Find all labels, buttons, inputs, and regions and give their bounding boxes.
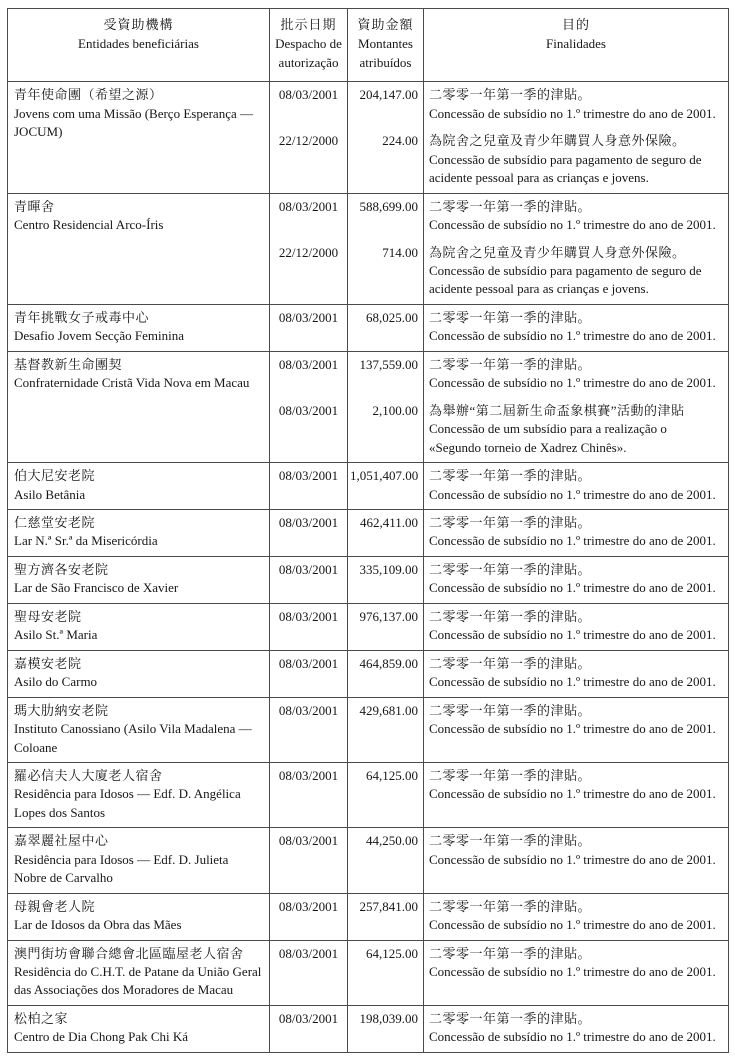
entity-name-pt: Asilo St.ª Maria	[14, 627, 98, 643]
entity-name-zh: 羅必信夫人大廈老人宿舍	[14, 767, 163, 783]
entity-name-zh: 青暉舍	[14, 198, 55, 214]
purpose-pt: Concessão de subsídio no 1.º trimestre do ano de 2001.	[429, 964, 716, 980]
authorization-date: 08/03/2001	[270, 940, 348, 1005]
amount-attributed: 44,250.00	[348, 828, 424, 893]
header-amount	[348, 9, 424, 82]
purpose-pt: Concessão de subsídio no 1.º trimestre do ano de 2001.	[429, 375, 716, 391]
purpose-pt: Concessão de subsídio para pagamento de seguro de acidente pessoal para as crianças e jovens.	[429, 151, 702, 186]
header-date-zh: 批示日期	[280, 17, 337, 32]
authorization-date: 08/03/2001	[270, 828, 348, 893]
entity-name-zh: 嘉翠麗社屋中心	[14, 833, 109, 849]
entity-name-pt: Residência do C.H.T. de Patane da União Geral das Associações dos Moradores de Macau	[14, 964, 262, 998]
purpose-zh: 二零零一年第一季的津貼。	[429, 945, 592, 961]
authorization-date: 08/03/2001	[270, 509, 348, 556]
purpose-cell	[424, 828, 729, 893]
authorization-date: 08/03/2001	[270, 463, 348, 510]
entity-cell	[8, 304, 270, 351]
authorization-date: 08/03/2001	[270, 893, 348, 940]
purpose-zh: 二零零一年第一季的津貼。	[429, 833, 592, 849]
authorization-date: 08/03/2001	[270, 650, 348, 697]
header-date	[270, 9, 348, 82]
header-purpose-pt: Finalidades	[546, 36, 606, 52]
entity-name-zh: 伯大尼安老院	[14, 468, 96, 484]
amount-attributed: 224.00	[348, 128, 424, 193]
table-row	[8, 193, 729, 239]
purpose-cell	[424, 762, 729, 827]
entity-cell	[8, 940, 270, 1005]
purpose-pt: Concessão de subsídio no 1.º trimestre do ano de 2001.	[429, 580, 716, 596]
amount-attributed: 1,051,407.00	[348, 463, 424, 510]
table-row	[8, 828, 729, 893]
table-row	[8, 351, 729, 397]
authorization-date: 08/03/2001	[270, 82, 348, 128]
header-purpose-zh: 目的	[561, 17, 590, 32]
purpose-pt: Concessão de subsídio no 1.º trimestre do ano de 2001.	[429, 851, 716, 867]
entity-cell	[8, 82, 270, 193]
entity-name-zh: 聖方濟各安老院	[14, 561, 109, 577]
purpose-zh: 二零零一年第一季的津貼。	[429, 702, 592, 718]
entity-cell	[8, 828, 270, 893]
header-row	[8, 9, 729, 82]
entity-name-zh: 瑪大肋納安老院	[14, 702, 109, 718]
purpose-zh: 二零零一年第一季的津貼。	[429, 608, 592, 624]
table-row	[8, 603, 729, 650]
table-row	[8, 82, 729, 128]
header-entity-zh: 受資助機構	[103, 17, 174, 32]
purpose-pt: Concessão de subsídio no 1.º trimestre do ano de 2001.	[429, 627, 716, 643]
purpose-pt: Concessão de subsídio no 1.º trimestre do ano de 2001.	[429, 486, 716, 502]
entity-cell	[8, 603, 270, 650]
amount-attributed: 204,147.00	[348, 82, 424, 128]
entity-cell	[8, 509, 270, 556]
entity-name-zh: 嘉模安老院	[14, 655, 82, 671]
entity-name-pt: Residência para Idosos — Edf. D. Julieta Nobre de Carvalho	[14, 851, 229, 886]
authorization-date: 08/03/2001	[270, 398, 348, 463]
entity-cell	[8, 650, 270, 697]
purpose-zh: 二零零一年第一季的津貼。	[429, 309, 592, 325]
entity-cell	[8, 463, 270, 510]
table-row	[8, 893, 729, 940]
header-entity-pt: Entidades beneficiárias	[78, 36, 199, 52]
table-row	[8, 1005, 729, 1052]
entity-name-pt: Jovens com uma Missão (Berço Esperança — JOCUM)	[14, 105, 253, 140]
entity-cell	[8, 193, 270, 304]
purpose-cell	[424, 556, 729, 603]
authorization-date: 08/03/2001	[270, 304, 348, 351]
purpose-pt: Concessão de subsídio no 1.º trimestre do ano de 2001.	[429, 533, 716, 549]
table-row	[8, 940, 729, 1005]
entity-name-zh: 基督教新生命團契	[14, 356, 123, 372]
entity-name-zh: 母親會老人院	[14, 898, 96, 914]
table-body	[8, 82, 729, 1052]
table-row	[8, 304, 729, 351]
purpose-zh: 為舉辦“第二屆新生命盃象棋賽”活動的津貼	[429, 402, 685, 418]
amount-attributed: 588,699.00	[348, 193, 424, 239]
purpose-zh: 二零零一年第一季的津貼。	[429, 356, 592, 372]
entity-cell	[8, 893, 270, 940]
amount-attributed: 64,125.00	[348, 940, 424, 1005]
entity-name-pt: Lar N.ª Sr.ª da Misericórdia	[14, 533, 158, 549]
purpose-zh: 二零零一年第一季的津貼。	[429, 514, 592, 530]
purpose-cell	[424, 509, 729, 556]
purpose-cell	[424, 193, 729, 239]
entity-cell	[8, 697, 270, 762]
entity-name-pt: Instituto Canossiano (Asilo Vila Madalena — Coloane	[14, 721, 252, 755]
purpose-zh: 二零零一年第一季的津貼。	[429, 468, 592, 484]
amount-attributed: 64,125.00	[348, 762, 424, 827]
entity-name-pt: Asilo do Carmo	[14, 674, 98, 690]
subsidy-table	[7, 8, 729, 1053]
entity-name-zh: 聖母安老院	[14, 608, 82, 624]
purpose-pt: Concessão de um subsídio para a realização o «Segundo torneio de Xadrez Chinês».	[429, 421, 667, 455]
purpose-zh: 二零零一年第一季的津貼。	[429, 767, 592, 783]
purpose-zh: 二零零一年第一季的津貼。	[429, 898, 592, 914]
entity-name-pt: Desafio Jovem Secção Feminina	[14, 328, 185, 344]
table-row	[8, 463, 729, 510]
purpose-zh: 二零零一年第一季的津貼。	[429, 198, 592, 214]
purpose-cell	[424, 1005, 729, 1052]
amount-attributed: 464,859.00	[348, 650, 424, 697]
purpose-cell	[424, 940, 729, 1005]
purpose-cell	[424, 603, 729, 650]
entity-name-zh: 青年挑戰女子戒毒中心	[14, 309, 150, 325]
purpose-zh: 為院舍之兒童及青少年購買人身意外保險。	[429, 133, 686, 149]
purpose-pt: Concessão de subsídio no 1.º trimestre do ano de 2001.	[429, 1029, 716, 1045]
purpose-pt: Concessão de subsídio no 1.º trimestre do ano de 2001.	[429, 328, 716, 344]
header-date-pt: Despacho de autorização	[275, 36, 342, 70]
authorization-date: 22/12/2000	[270, 240, 348, 305]
purpose-zh: 二零零一年第一季的津貼。	[429, 87, 592, 103]
purpose-cell	[424, 304, 729, 351]
amount-attributed: 257,841.00	[348, 893, 424, 940]
purpose-zh: 二零零一年第一季的津貼。	[429, 1010, 592, 1026]
purpose-pt: Concessão de subsídio no 1.º trimestre do ano de 2001.	[429, 674, 716, 690]
entity-name-pt: Asilo Betânia	[14, 486, 86, 502]
header-amount-zh: 資助金額	[357, 17, 414, 32]
purpose-zh: 二零零一年第一季的津貼。	[429, 561, 592, 577]
purpose-pt: Concessão de subsídio no 1.º trimestre do ano de 2001.	[429, 917, 716, 933]
purpose-cell	[424, 128, 729, 193]
purpose-cell	[424, 697, 729, 762]
entity-cell	[8, 762, 270, 827]
amount-attributed: 714.00	[348, 240, 424, 305]
entity-name-zh: 仁慈堂安老院	[14, 514, 96, 530]
header-purpose	[424, 9, 729, 82]
table-row	[8, 697, 729, 762]
table-row	[8, 556, 729, 603]
amount-attributed: 198,039.00	[348, 1005, 424, 1052]
table-row	[8, 650, 729, 697]
purpose-zh: 為院舍之兒童及青少年購買人身意外保險。	[429, 244, 686, 260]
table-header	[8, 9, 729, 82]
table-row	[8, 762, 729, 827]
amount-attributed: 976,137.00	[348, 603, 424, 650]
entity-name-pt: Lar de Idosos da Obra das Mães	[14, 917, 182, 933]
authorization-date: 08/03/2001	[270, 697, 348, 762]
purpose-pt: Concessão de subsídio para pagamento de seguro de acidente pessoal para as crianças e jovens.	[429, 262, 702, 297]
authorization-date: 08/03/2001	[270, 762, 348, 827]
purpose-cell	[424, 463, 729, 510]
entity-name-zh: 松柏之家	[14, 1010, 69, 1026]
header-entity	[8, 9, 270, 82]
entity-cell	[8, 1005, 270, 1052]
table-row	[8, 509, 729, 556]
purpose-pt: Concessão de subsídio no 1.º trimestre do ano de 2001.	[429, 217, 716, 233]
purpose-cell	[424, 398, 729, 463]
purpose-cell	[424, 893, 729, 940]
entity-cell	[8, 556, 270, 603]
entity-name-zh: 澳門街坊會聯合總會北區臨屋老人宿舍	[14, 945, 244, 961]
purpose-pt: Concessão de subsídio no 1.º trimestre do ano de 2001.	[429, 786, 716, 802]
authorization-date: 08/03/2001	[270, 556, 348, 603]
authorization-date: 08/03/2001	[270, 603, 348, 650]
purpose-cell	[424, 82, 729, 128]
amount-attributed: 2,100.00	[348, 398, 424, 463]
authorization-date: 08/03/2001	[270, 1005, 348, 1052]
purpose-pt: Concessão de subsídio no 1.º trimestre do ano de 2001.	[429, 105, 716, 121]
entity-name-pt: Residência para Idosos — Edf. D. Angélica Lopes dos Santos	[14, 786, 241, 820]
amount-attributed: 68,025.00	[348, 304, 424, 351]
authorization-date: 08/03/2001	[270, 193, 348, 239]
amount-attributed: 462,411.00	[348, 509, 424, 556]
purpose-cell	[424, 240, 729, 305]
entity-name-pt: Centro de Dia Chong Pak Chi Ká	[14, 1029, 189, 1045]
entity-name-pt: Confraternidade Cristã Vida Nova em Macau	[14, 375, 250, 391]
entity-name-zh: 青年使命團（希望之源）	[14, 87, 163, 103]
entity-name-pt: Lar de São Francisco de Xavier	[14, 580, 179, 596]
entity-name-pt: Centro Residencial Arco-Íris	[14, 217, 164, 233]
amount-attributed: 429,681.00	[348, 697, 424, 762]
purpose-cell	[424, 650, 729, 697]
purpose-zh: 二零零一年第一季的津貼。	[429, 655, 592, 671]
authorization-date: 08/03/2001	[270, 351, 348, 397]
authorization-date: 22/12/2000	[270, 128, 348, 193]
amount-attributed: 335,109.00	[348, 556, 424, 603]
purpose-pt: Concessão de subsídio no 1.º trimestre do ano de 2001.	[429, 721, 716, 737]
entity-cell	[8, 351, 270, 462]
amount-attributed: 137,559.00	[348, 351, 424, 397]
header-amount-pt: Montantes atribuídos	[358, 36, 413, 70]
purpose-cell	[424, 351, 729, 397]
